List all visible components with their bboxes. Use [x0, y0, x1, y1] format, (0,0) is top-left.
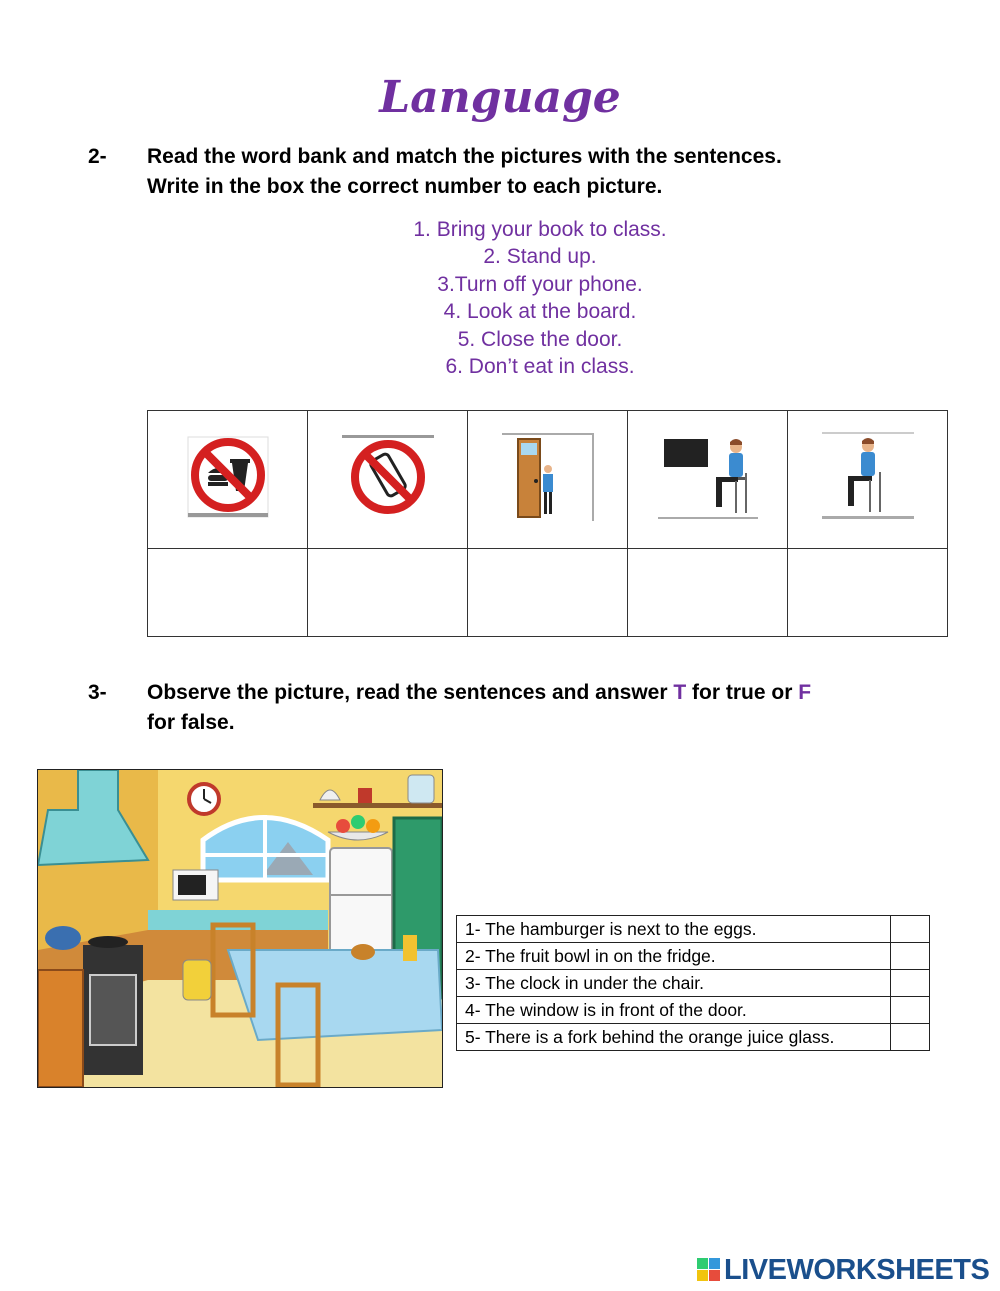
statement: 2- The fruit bowl in on the fridge. [457, 943, 891, 970]
liveworksheets-logo[interactable] [697, 1253, 989, 1287]
question-3-line-2: for false. [147, 711, 235, 734]
answer-box[interactable] [891, 916, 930, 943]
picture-cell [628, 411, 788, 549]
question-3-instructions [147, 678, 811, 738]
statement: 4- The window is in front of the door. [457, 997, 891, 1024]
question-2-line-2: Write in the box the correct number to each picture. [147, 175, 663, 198]
word-bank-item: 6. Don’t eat in class. [445, 355, 635, 379]
page-title: Language [379, 72, 621, 123]
answer-box[interactable] [891, 943, 930, 970]
answer-box[interactable] [628, 549, 788, 637]
word-bank-item: 2. Stand up. [483, 245, 597, 269]
question-2-line-1: Read the word bank and match the pictures with the sentences. [147, 145, 782, 168]
table-row [457, 970, 930, 997]
sit-down-icon [822, 432, 914, 522]
statement: 5- There is a fork behind the orange juice glass. [457, 1024, 891, 1051]
table-row [457, 943, 930, 970]
word-bank-item: 5. Close the door. [457, 327, 623, 351]
picture-cell [148, 411, 308, 549]
answer-box[interactable] [308, 549, 468, 637]
statement: 3- The clock in under the chair. [457, 970, 891, 997]
statement: 1- The hamburger is next to the eggs. [457, 916, 891, 943]
question-2-instructions [147, 142, 782, 202]
table-row [457, 997, 930, 1024]
close-door-icon [502, 433, 594, 521]
answer-box[interactable] [891, 970, 930, 997]
kitchen-illustration [37, 769, 443, 1088]
true-letter: T [673, 681, 687, 704]
answer-box[interactable] [788, 549, 948, 637]
true-false-table [456, 915, 930, 1051]
no-phone-icon [342, 435, 434, 519]
picture-cell [788, 411, 948, 549]
word-bank-item: 3.Turn off your phone. [437, 272, 643, 296]
answer-box[interactable] [891, 997, 930, 1024]
logo-text: LIVEWORKSHEETS [724, 1253, 990, 1286]
word-bank-item: 4. Look at the board. [443, 300, 637, 324]
question-2-number: 2- [88, 145, 107, 168]
logo-blocks-icon [697, 1256, 721, 1284]
word-bank-item: 1. Bring your book to class. [413, 218, 667, 241]
no-food-icon [186, 435, 270, 519]
picture-cell [308, 411, 468, 549]
answer-box[interactable] [891, 1024, 930, 1051]
word-bank [340, 216, 740, 380]
table-row [457, 916, 930, 943]
table-row [457, 1024, 930, 1051]
question-3-line-1: Observe the picture, read the sentences and answer T for true or F [147, 681, 812, 704]
false-letter: F [798, 681, 812, 704]
question-3-number: 3- [88, 681, 107, 704]
picture-match-table [147, 410, 948, 637]
answer-box[interactable] [148, 549, 308, 637]
look-at-board-icon [658, 433, 758, 521]
answer-box[interactable] [468, 549, 628, 637]
picture-cell [468, 411, 628, 549]
